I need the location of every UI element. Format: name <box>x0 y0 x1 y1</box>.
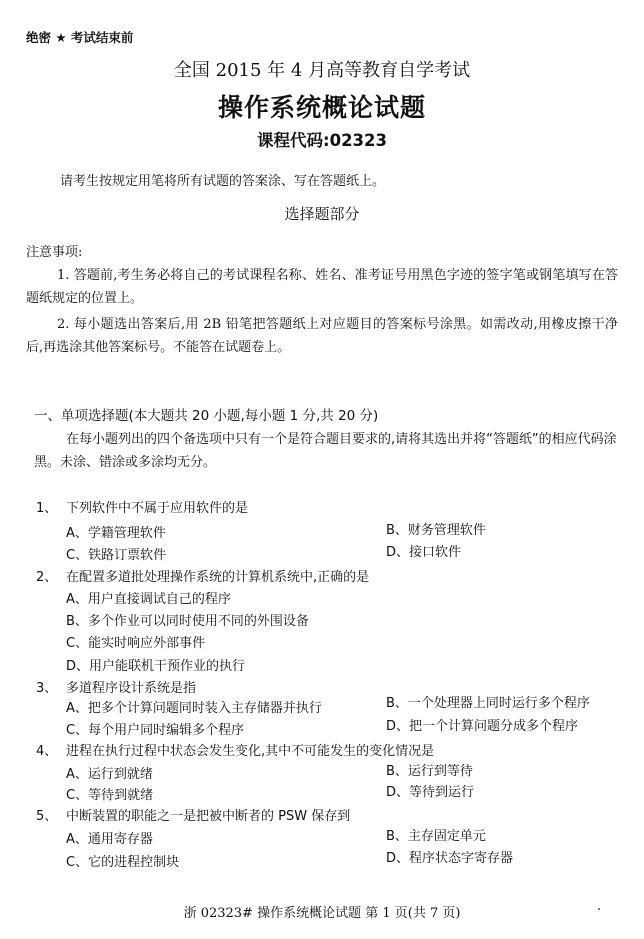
option-a: A、通用寄存器 <box>66 832 153 847</box>
part-title: 一、单项选择题(本大题共 20 小题,每小题 1 分,共 20 分) <box>34 408 379 424</box>
option-c: C、它的进程控制块 <box>66 855 180 870</box>
confidential-label: 绝密 ★ 考试结束前 <box>26 30 134 45</box>
exam-session: 全国 2015 年 4 月高等教育自学考试 <box>173 60 471 81</box>
section-heading: 选择题部分 <box>284 205 360 223</box>
option-b: B、运行到等待 <box>386 764 473 779</box>
question-stem: 进程在执行过程中状态会发生变化,其中不可能发生的变化情况是 <box>66 744 435 759</box>
note-item: 1. 答题前,考生务必将自己的考试课程名称、姓名、准考证号用黑色字迹的签字笔或钢笔填写在答题纸规定的位置上。 <box>26 268 618 306</box>
option-b: B、主存固定单元 <box>386 829 486 844</box>
option-c: C、铁路订票软件 <box>66 548 167 563</box>
option-c: C、每个用户同时编辑多个程序 <box>66 723 245 738</box>
course-code: 课程代码:02323 <box>256 131 387 150</box>
option-a: A、把多个计算问题同时装入主存储器并执行 <box>66 701 322 716</box>
scan-speck <box>598 908 600 910</box>
question-number: 3、 <box>36 681 58 696</box>
option-a: A、用户直接调试自己的程序 <box>66 592 231 607</box>
option-a: A、学籍管理软件 <box>66 526 166 541</box>
option-d: D、接口软件 <box>386 545 462 560</box>
option-c: C、等待到就绪 <box>66 788 154 803</box>
page-footer: 浙 02323# 操作系统概论试题 第 1 页(共 7 页) <box>183 906 461 921</box>
option-b: B、财务管理软件 <box>386 523 486 538</box>
option-c: C、能实时响应外部事件 <box>66 636 206 651</box>
question-stem: 在配置多道批处理操作系统的计算机系统中,正确的是 <box>66 570 370 585</box>
part-description: 在每小题列出的四个备选项中只有一个是符合题目要求的,请将其选出并将“答题纸”的相应代码涂黑。未涂、错涂或多涂均无分。 <box>34 432 617 470</box>
question-stem: 中断装置的职能之一是把被中断者的 PSW 保存到 <box>66 809 351 824</box>
option-d: D、等待到运行 <box>386 785 475 800</box>
option-b: B、一个处理器上同时运行多个程序 <box>386 696 590 711</box>
option-b: B、多个作业可以同时使用不同的外围设备 <box>66 614 309 629</box>
question-number: 5、 <box>36 809 58 824</box>
question-number: 2、 <box>36 570 58 585</box>
answer-instruction: 请考生按规定用笔将所有试题的答案涂、写在答题纸上。 <box>60 174 386 189</box>
question-number: 1、 <box>36 501 58 516</box>
option-d: D、用户能联机干预作业的执行 <box>66 659 246 674</box>
paper-title: 操作系统概论试题 <box>217 93 426 122</box>
option-a: A、运行到就绪 <box>66 767 153 782</box>
notes-label: 注意事项: <box>26 245 83 260</box>
question-number: 4、 <box>36 744 58 759</box>
question-stem: 多道程序设计系统是指 <box>66 681 197 696</box>
option-d: D、把一个计算问题分成多个程序 <box>386 719 579 734</box>
option-d: D、程序状态字寄存器 <box>386 851 514 866</box>
note-item: 2. 每小题选出答案后,用 2B 铅笔把答题纸上对应题目的答案标号涂黑。如需改动,用橡皮擦干净后,再选涂其他答案标号。不能答在试题卷上。 <box>26 317 618 355</box>
question-stem: 下列软件中不属于应用软件的是 <box>66 501 249 516</box>
